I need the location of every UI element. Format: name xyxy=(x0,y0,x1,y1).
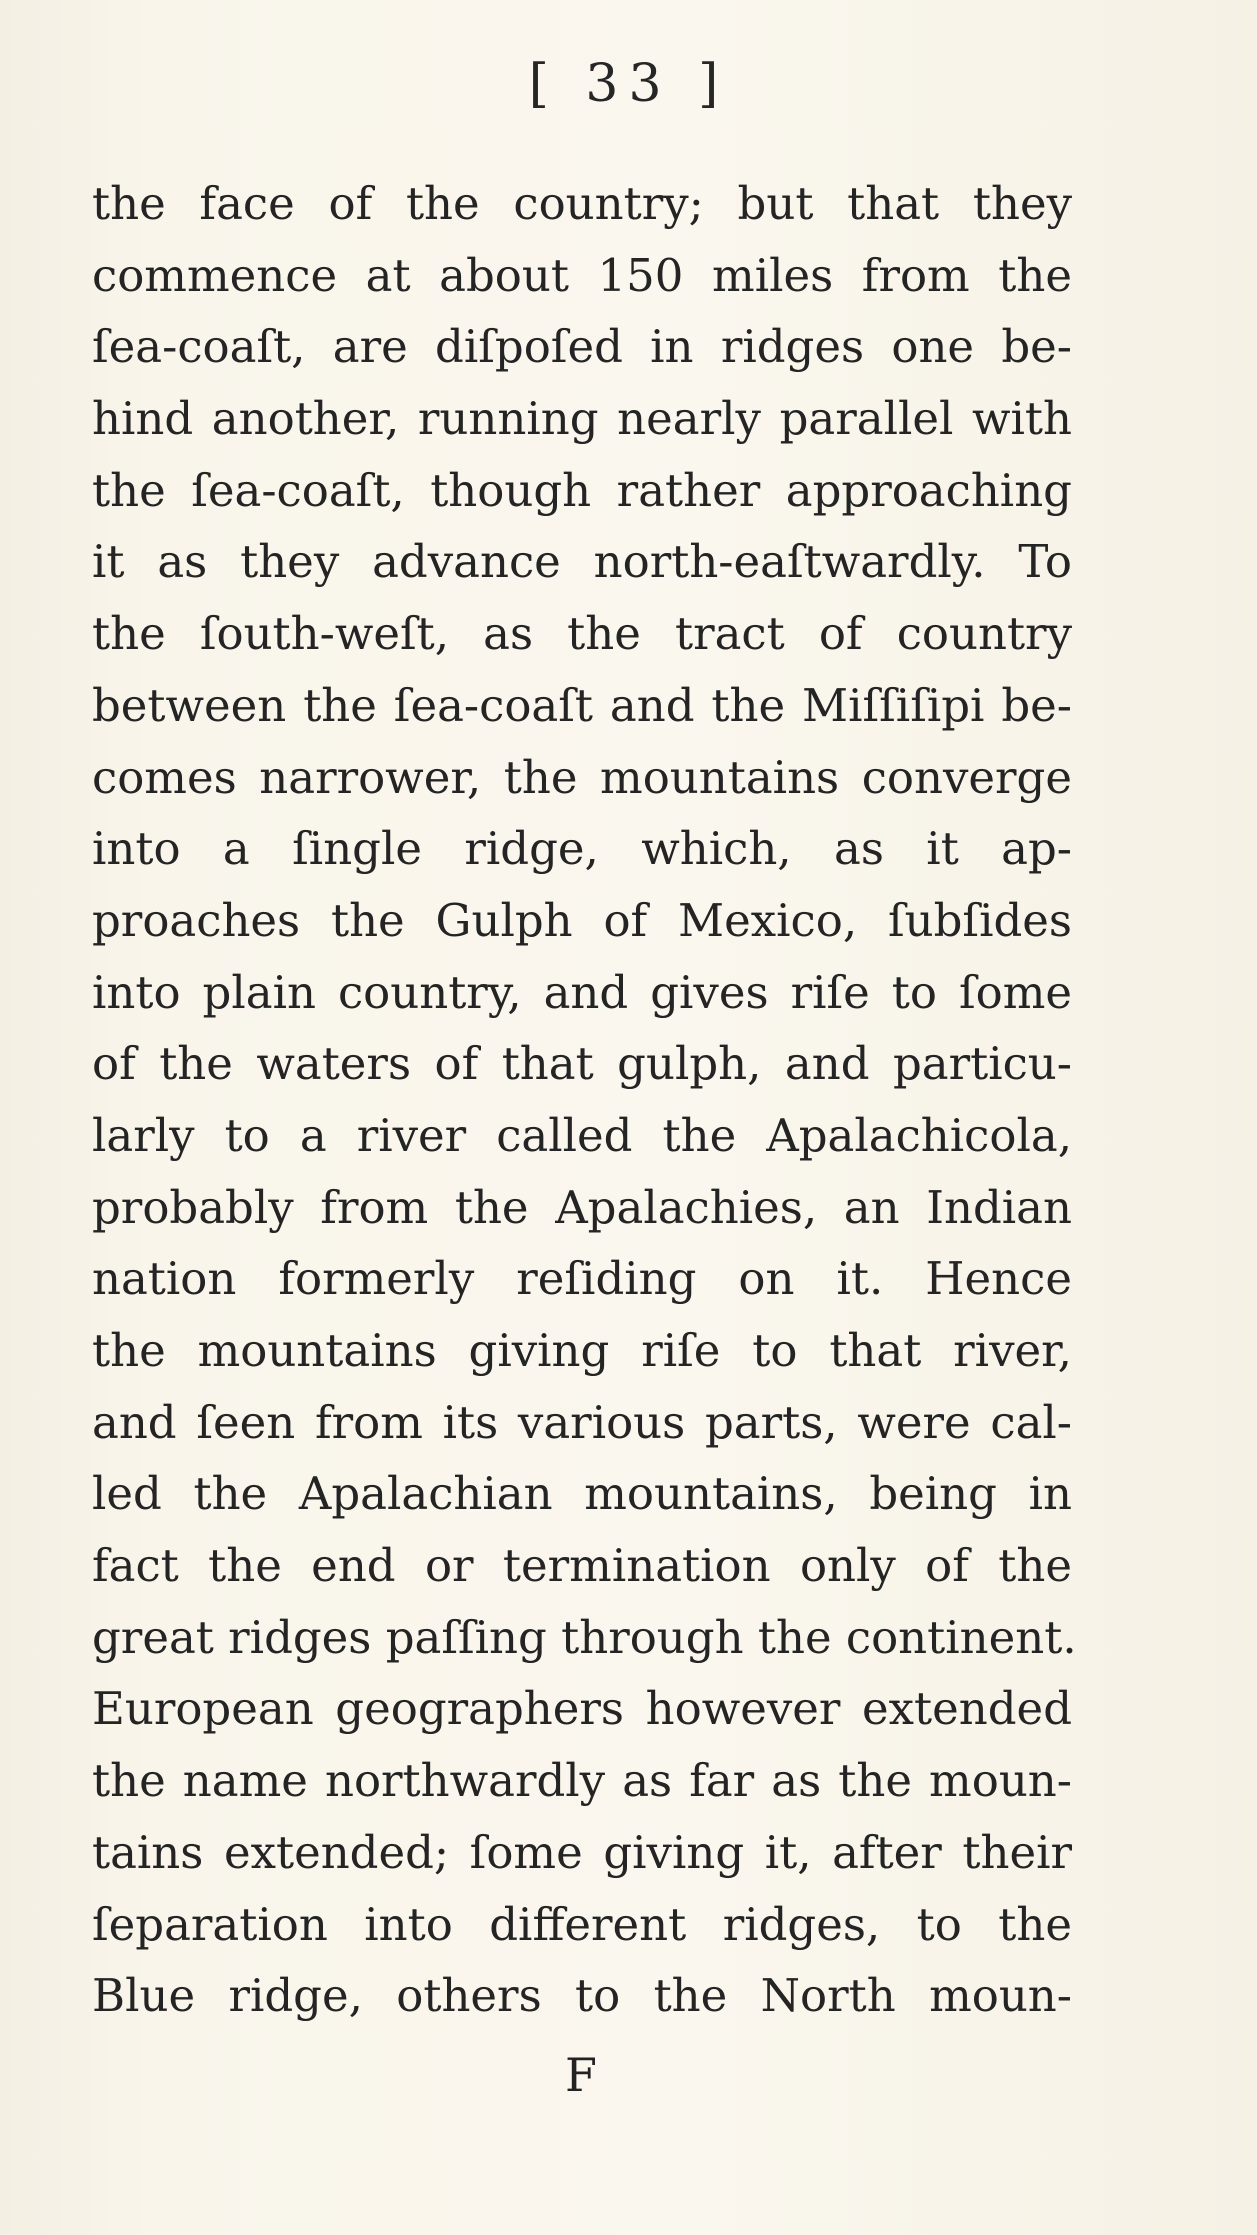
text-line: into plain country, and gives riſe to ſome xyxy=(92,965,1072,1019)
body-text xyxy=(92,168,1077,2032)
text-line: the ſouth-weſt, as the tract of country xyxy=(92,607,1072,661)
text-line: comes narrower, the mountains converge xyxy=(92,750,1072,804)
text-line: into a ſingle ridge, which, as it ap- xyxy=(92,822,1072,876)
text-line: of the waters of that gulph, and particu- xyxy=(92,1037,1072,1091)
text-line: ſeparation into different ridges, to the xyxy=(92,1897,1072,1951)
text-line: it as they advance north-eaſtwardly. To xyxy=(92,535,1072,589)
text-line: the name northwardly as far as the moun- xyxy=(92,1754,1072,1808)
text-line: the ſea-coaſt, though rather approaching xyxy=(92,463,1072,517)
text-line: led the Apalachian mountains, being in xyxy=(92,1467,1072,1521)
text-line: European geographers however extended xyxy=(92,1682,1072,1736)
text-line: the mountains giving riſe to that river, xyxy=(92,1324,1072,1377)
text-line: larly to a river called the Apalachicola, xyxy=(92,1108,1072,1162)
text-line: fact the end or termination only of the xyxy=(92,1539,1072,1593)
text-line: Blue ridge, others to the North moun- xyxy=(92,1969,1072,2023)
page-number-header: [ 33 ] xyxy=(528,54,729,114)
text-line: the face of the country; but that they xyxy=(92,177,1072,230)
text-line: between the ſea-coaſt and the Miſſiſipi be- xyxy=(92,678,1072,732)
text-line: proaches the Gulph of Mexico, ſubſides xyxy=(92,893,1072,947)
text-line: tains extended; ſome giving it, after their xyxy=(92,1825,1072,1879)
text-line: and ſeen from its various parts, were cal- xyxy=(92,1395,1072,1449)
text-line: hind another, running nearly parallel with xyxy=(92,392,1072,446)
signature-mark: F xyxy=(565,2048,597,2102)
text-line: probably from the Apalachies, an Indian xyxy=(92,1180,1072,1234)
text-line: ſea-coaſt, are diſpoſed in ridges one be- xyxy=(92,320,1072,374)
text-line: great ridges paſſing through the continent. xyxy=(92,1610,1077,1664)
text-line: nation formerly reſiding on it. Hence xyxy=(92,1252,1072,1306)
text-line: commence at about 150 miles from the xyxy=(92,248,1072,302)
